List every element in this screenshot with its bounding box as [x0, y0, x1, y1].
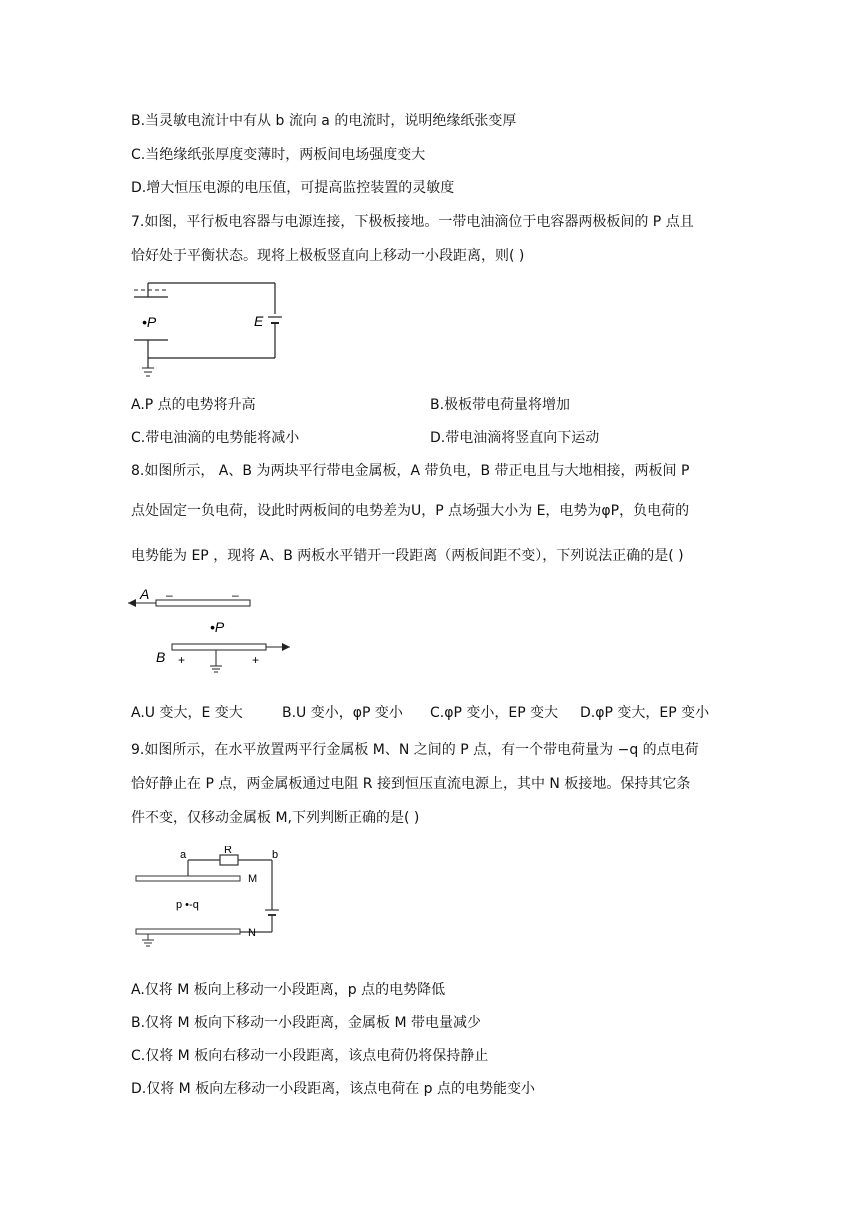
- q7-label-e: E: [254, 313, 264, 329]
- q7-option-c: C.带电油滴的电势能将减小: [131, 430, 300, 446]
- q8-plus-2: +: [252, 653, 260, 667]
- q6-option-b: B.当灵敏电流计中有从 b 流向 a 的电流时，说明绝缘纸张变厚: [131, 113, 517, 129]
- q9-circuit-figure: [132, 846, 284, 950]
- q8-label-b: B: [156, 649, 166, 665]
- q7-stem-line1: 7.如图，平行板电容器与电源连接，下极板接地。一带电油滴位于电容器两极板间的 P 点且: [131, 214, 694, 230]
- q7-option-a: A.P 点的电势将升高: [131, 397, 256, 413]
- q8-minus-2: –: [232, 588, 239, 602]
- q8-option-c: C.φP 变小，EP 变大: [430, 705, 559, 721]
- q9-label-a: a: [180, 849, 187, 861]
- q9-stem-line3: 件不变，仅移动金属板 M,下列判断正确的是( ): [131, 810, 420, 826]
- q8-offset-plates-figure: [124, 584, 296, 676]
- q9-label-r: R: [224, 846, 232, 856]
- q8-label-p: •P: [210, 619, 225, 635]
- q8-option-d: D.φP 变大，EP 变小: [580, 705, 710, 721]
- q9-option-d: D.仅将 M 板向左移动一小段距离，该点电荷在 p 点的电势能变小: [131, 1081, 535, 1097]
- q6-option-d: D.增大恒压电源的电压值，可提高监控装置的灵敏度: [131, 180, 455, 196]
- q8-stem-line1: 8.如图所示， A、B 为两块平行带电金属板，A 带负电，B 带正电且与大地相接，两板间 P: [131, 463, 690, 479]
- q9-option-b: B.仅将 M 板向下移动一小段距离，金属板 M 带电量减少: [131, 1015, 482, 1031]
- q9-label-b: b: [272, 849, 279, 861]
- q9-option-c: C.仅将 M 板向右移动一小段距离，该点电荷仍将保持静止: [131, 1048, 489, 1064]
- q8-option-a: A.U 变大，E 变大: [131, 705, 243, 721]
- q7-option-b: B.极板带电荷量将增加: [430, 397, 571, 413]
- q8-minus-1: –: [166, 588, 173, 602]
- q7-option-d: D.带电油滴将竖直向下运动: [430, 430, 600, 446]
- q9-label-p: p •-q: [176, 899, 199, 911]
- q7-capacitor-circuit-figure: [128, 278, 288, 384]
- q9-option-a: A.仅将 M 板向上移动一小段距离，p 点的电势降低: [131, 982, 446, 998]
- q8-option-b: B.U 变小，φP 变小: [282, 705, 403, 721]
- q9-label-n: N: [248, 927, 256, 939]
- q8-plus-1: +: [178, 653, 186, 667]
- q7-label-p: •P: [142, 314, 157, 330]
- q9-stem-line1: 9.如图所示，在水平放置两平行金属板 M、N 之间的 P 点，有一个带电荷量为 −q 的点电荷: [131, 742, 699, 758]
- q8-stem-line2: 点处固定一负电荷，设此时两板间的电势差为U，P 点场强大小为 E，电势为φP，负电荷的: [131, 503, 690, 519]
- q7-stem-line2: 恰好处于平衡状态。现将上极板竖直向上移动一小段距离，则( ): [131, 248, 525, 264]
- q8-label-a: A: [140, 586, 150, 602]
- q8-stem-line3: 电势能为 EP ，现将 A、B 两板水平错开一段距离（两板间距不变），下列说法正确的是( ): [131, 548, 684, 564]
- q9-label-m: M: [248, 873, 258, 885]
- q9-stem-line2: 恰好静止在 P 点，两金属板通过电阻 R 接到恒压直流电源上，其中 N 板接地。保持其它条: [131, 776, 691, 792]
- q6-option-c: C.当绝缘纸张厚度变薄时，两板间电场强度变大: [131, 147, 426, 163]
